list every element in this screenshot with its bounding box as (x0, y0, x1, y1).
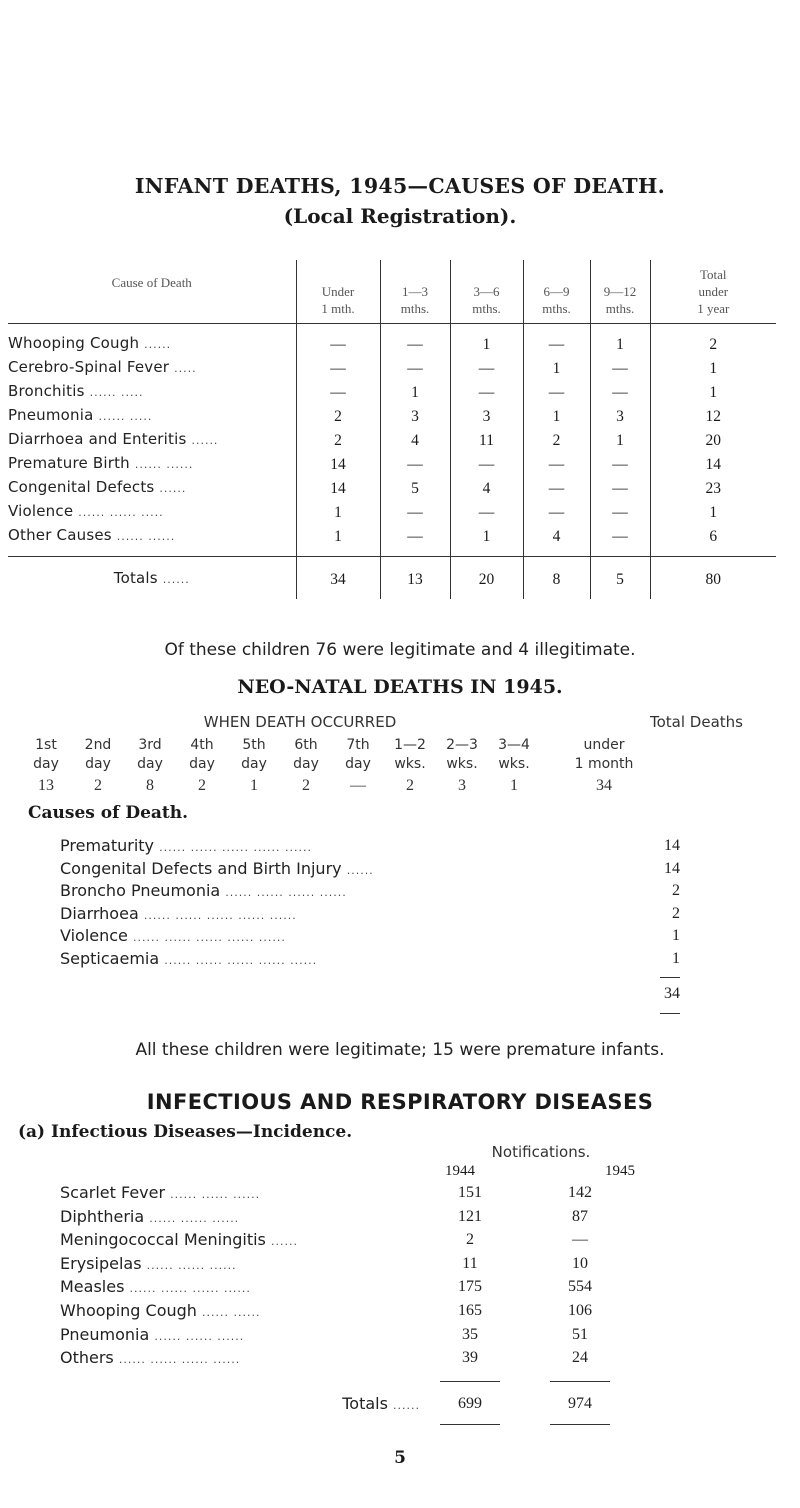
table-row: Erysipelas ...... ...... ...... 11 10 (60, 1253, 588, 1273)
header-9-12-mths: 9—12 mths. (590, 260, 650, 324)
infectious-table (60, 1182, 720, 1426)
total-deaths-label: Total Deaths (650, 713, 743, 731)
list-item: Congenital Defects and Birth Injury ...... 14 (60, 858, 680, 878)
infectious-totals-row: Totals ...... 699 974 (342, 1393, 592, 1413)
legitimacy-note: Of these children 76 were legitimate and 4 illegitimate. (164, 640, 636, 660)
table-row: Measles ...... ...... ...... ...... 175 554 (60, 1277, 592, 1297)
table-row: Bronchitis ...... ..... — 1 — — — 1 (8, 380, 776, 404)
page-subtitle: (Local Registration). (283, 204, 517, 228)
table-row: Whooping Cough ...... — — 1 — 1 2 (8, 332, 776, 356)
table-totals-row: Totals ...... 34 13 20 8 5 80 (8, 557, 776, 600)
table-row: Others ...... ...... ...... ...... 39 24 (60, 1348, 588, 1368)
table-row: Meningococcal Meningitis ...... 2 — (60, 1230, 588, 1250)
neonatal-note: All these children were legitimate; 15 were premature infants. (135, 1040, 665, 1060)
page-number: 5 (394, 1448, 406, 1468)
table-row: Pneumonia ...... ...... ...... 35 51 (60, 1324, 588, 1344)
header-total: Total under 1 year (650, 260, 776, 324)
divider (660, 977, 680, 978)
list-item: Prematurity ...... ...... ...... ...... ...... 14 (60, 836, 680, 855)
neonatal-causes-list (60, 836, 680, 1014)
table-row: Violence ...... ...... ..... 1 — — — — 1 (8, 500, 776, 524)
infant-deaths-table (8, 260, 776, 599)
year-1944: 1944 (445, 1163, 475, 1179)
neonatal-grid: 1st 2nd 3rd 4th 5th 6th 7th 1—2 2—3 3—4 under day day day day day day day wks. wks. wks. 1 month 13 2 8 2 1 2 — 2 3 1 34 (33, 737, 634, 794)
header-under-1-mth: Under 1 mth. (296, 260, 380, 324)
list-item: Septicaemia ...... ...... ...... ...... ...... 1 (60, 948, 680, 968)
table-row: Diphtheria ...... ...... ...... 121 87 (60, 1206, 588, 1226)
table-row: Other Causes ...... ...... 1 — 1 4 — 6 (8, 524, 776, 548)
table-row: Premature Birth ...... ...... 14 — — — — 14 (8, 452, 776, 476)
table-row: Congenital Defects ...... 14 5 4 — — 23 (8, 476, 776, 500)
page-title: INFANT DEATHS, 1945—CAUSES OF DEATH. (134, 174, 666, 198)
infectious-subheading: (a) Infectious Diseases—Incidence. (18, 1122, 353, 1142)
neonatal-heading: NEO-NATAL DEATHS IN 1945. (237, 676, 563, 698)
when-death-occurred-label: WHEN DEATH OCCURRED (203, 713, 397, 731)
causes-total-row: 34 (664, 985, 680, 1002)
table-row: Pneumonia ...... ..... 2 3 3 1 3 12 (8, 404, 776, 428)
list-item: Violence ...... ...... ...... ...... ...... 1 (60, 926, 680, 945)
infectious-heading: INFECTIOUS AND RESPIRATORY DISEASES (146, 1090, 654, 1114)
table-row: Whooping Cough ...... ...... 165 106 (60, 1300, 592, 1320)
table-row: Scarlet Fever ...... ...... ...... 151 142 (60, 1183, 592, 1202)
table-header-row (8, 260, 776, 324)
list-item: Diarrhoea ...... ...... ...... ...... ...... 2 (60, 903, 680, 923)
list-item: Broncho Pneumonia ...... ...... ...... ...... 2 (60, 881, 680, 900)
notifications-label: Notifications. (491, 1143, 591, 1161)
header-cause: Cause of Death (8, 260, 296, 324)
header-3-6-mths: 3—6 mths. (450, 260, 523, 324)
header-1-3-mths: 1—3 mths. (380, 260, 450, 324)
causes-heading: Causes of Death. (28, 803, 189, 823)
table-row: Diarrhoea and Enteritis ...... 2 4 11 2 1 20 (8, 428, 776, 452)
table-row: Cerebro-Spinal Fever ..... — — — 1 — 1 (8, 356, 776, 380)
divider (660, 1013, 680, 1014)
year-1945: 1945 (605, 1163, 635, 1179)
header-6-9-mths: 6—9 mths. (523, 260, 590, 324)
